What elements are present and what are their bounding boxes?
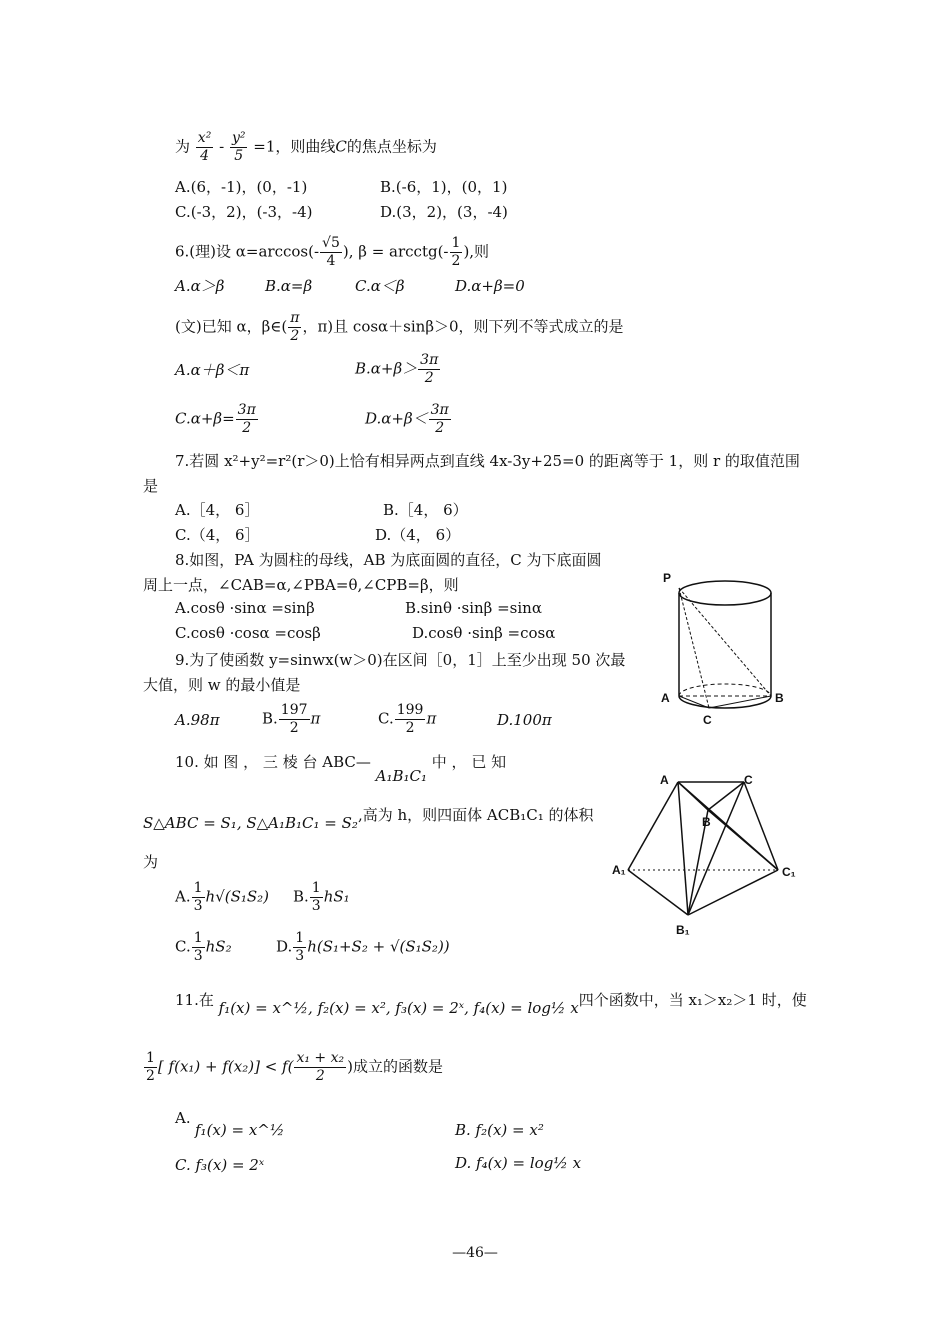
q11-condition <box>143 1050 443 1085</box>
q9-b-pre: B. <box>262 709 278 728</box>
q10-option-c <box>175 930 232 965</box>
q10-c-frac: $\frac{1}{3}$ <box>193 930 203 964</box>
q5-prefix: 为 <box>175 137 191 156</box>
q7-stem: 7.若圆 x²+y²=r²(r＞0)上恰有相异两点到直线 4x-3y+25=0 的距离等于 1，则 r 的取值范围 <box>175 452 800 470</box>
q11-pre: 11.在 <box>175 991 214 1009</box>
q7-option-b: B.［4， 6） <box>383 501 468 519</box>
q6-wen-stem <box>175 310 624 345</box>
q11-post: 四个函数中，当 x₁＞x₂＞1 时，使 <box>578 991 807 1009</box>
q6-frac-3pi2-d: $\frac{3\pi}{2}$ <box>430 402 449 436</box>
q6-option-b: B.α=β <box>265 277 313 295</box>
q5-option-d: D.(3，2)，(3，-4) <box>380 203 508 221</box>
q10-d-frac: $\frac{1}{3}$ <box>295 930 305 964</box>
label-a: A <box>661 691 670 705</box>
q7-option-d: D.（4， 6） <box>375 526 461 544</box>
edge-a1b1 <box>628 870 688 915</box>
q10-stem <box>175 752 507 785</box>
label-a: A <box>660 773 669 787</box>
q6-wen-b-pre: B.α+β＞ <box>355 359 418 378</box>
q11-frac-mean: $\frac{\text{x₁ + x₂}}{2}$ <box>296 1050 345 1084</box>
q10-option-b <box>293 880 350 915</box>
label-b: B <box>775 691 784 705</box>
diag-bc1 <box>708 810 778 870</box>
q10-b-post: hS₁ <box>323 887 350 906</box>
q10-b-frac: $\frac{1}{3}$ <box>311 880 321 914</box>
q10-s-line <box>143 805 594 832</box>
q8-stem-cont: 周上一点，∠CAB=α,∠PBA=θ,∠CPB=β，则 <box>143 576 459 594</box>
q7-option-c: C.（4， 6］ <box>175 526 260 544</box>
q5-stem <box>175 130 437 165</box>
q9-frac-199: $\frac{199}{2}$ <box>396 702 424 736</box>
cylinder-top-ellipse <box>679 581 771 605</box>
page-number: —46— <box>452 1245 498 1261</box>
edge-cc1 <box>744 782 778 870</box>
label-c: C <box>703 713 712 727</box>
q9-pi-c: π <box>426 709 437 728</box>
q9-option-a: A.98π <box>175 711 220 729</box>
q8-option-b: B.sinθ ·sinβ =sinα <box>405 599 542 617</box>
q6-stem-a: 6.(理)设 α=arccos(- <box>175 242 320 261</box>
q7-stem-cont: 是 <box>143 477 159 495</box>
q6-option-a: A.α＞β <box>175 277 225 295</box>
q10-s-tail: ,高为 h，则四面体 ACB₁C₁ 的体积 <box>357 806 594 824</box>
diag-ab1 <box>678 782 688 915</box>
q10-a-frac: $\frac{1}{3}$ <box>193 880 203 914</box>
q10-b-pre: B. <box>293 887 309 906</box>
q6-wen-option-d <box>365 402 452 437</box>
q5-frac-y: $\frac{\text{y²}}{5}$ <box>231 130 246 164</box>
edge-aa1 <box>628 782 678 870</box>
q8-stem: 8.如图，PA 为圆柱的母线，AB 为底面圆的直径，C 为下底面圆 <box>175 551 602 569</box>
q9-stem: 9.为了使函数 y=sinwx(w＞0)在区间［0，1］上至少出现 50 次最 <box>175 651 626 669</box>
edge-b1c1 <box>688 870 778 915</box>
q10-stem-b: 中 ， 已 知 <box>431 753 507 771</box>
q11-option-a: f₁(x) = x^½ <box>195 1121 285 1139</box>
q5-eq: =1 <box>253 137 276 156</box>
diag-cb1 <box>688 782 744 915</box>
q10-option-d <box>276 930 450 965</box>
q5-option-a: A.(6，-1)，(0，-1) <box>175 178 308 196</box>
q5-minus: - <box>219 137 225 156</box>
q10-c-post: hS₂ <box>205 937 232 956</box>
q11-half: $\frac{1}{2}$ <box>146 1050 155 1084</box>
q11-stem <box>175 990 807 1017</box>
q6-wen-b: ，π)且 cosα＋sinβ＞0，则下列不等式成立的是 <box>302 317 624 336</box>
segment-cb <box>709 696 771 708</box>
q10-s-defs: S△ABC = S₁, S△A₁B₁C₁ = S₂ <box>143 814 358 832</box>
q7-option-a: A.［4， 6］ <box>175 501 260 519</box>
q11-option-b: B. f₂(x) = x² <box>455 1121 544 1139</box>
q6-wen-option-b <box>355 352 441 387</box>
q11-option-d: D. f₄(x) = log½ x <box>455 1154 582 1172</box>
label-b1: B₁ <box>676 923 690 937</box>
frustum-figure <box>610 770 805 940</box>
segment-pc <box>679 588 709 708</box>
q10-a-post: h√(S₁S₂) <box>205 887 270 906</box>
q10-a-pre: A. <box>175 887 191 906</box>
q11-option-a-label: A. <box>175 1109 191 1127</box>
q5-option-c: C.(-3，2)，(-3，-4) <box>175 203 313 221</box>
q5-tail: ，则曲线 <box>275 137 336 156</box>
q6-frac-sqrt5: $\frac{√5}{4}$ <box>322 235 340 269</box>
q6-option-c: C.α＜β <box>355 277 405 295</box>
q9-option-c <box>378 702 436 737</box>
q10-stem-a: 10. 如 图 ， 三 棱 台 ABC— <box>175 753 371 771</box>
q9-c-pre: C. <box>378 709 394 728</box>
cylinder-figure <box>655 568 795 728</box>
q8-option-c: C.cosθ ·cosα =cosβ <box>175 624 321 642</box>
q9-pi-b: π <box>310 709 321 728</box>
q6-mid: ), β = arcctg(- <box>342 242 449 261</box>
cylinder-bottom-back <box>679 684 771 696</box>
q11-cond: [ f(x₁) + f(x₂)] < f( <box>157 1057 294 1076</box>
label-c1: C₁ <box>782 865 796 879</box>
label-p: P <box>663 571 672 585</box>
q10-a1b1c1: A₁B₁C₁ <box>375 767 427 785</box>
q6-frac-half: $\frac{1}{2}$ <box>451 235 461 269</box>
q6-wen-option-a: A.α＋β＜π <box>175 361 250 379</box>
q9-stem-cont: 大值，则 w 的最小值是 <box>143 676 301 694</box>
q6-wen-option-c <box>175 402 259 437</box>
q6-option-d: D.α+β=0 <box>455 277 525 295</box>
q9-frac-197: $\frac{197}{2}$ <box>280 702 308 736</box>
label-a1: A₁ <box>612 863 626 877</box>
q6-wen-c-pre: C.α+β= <box>175 409 235 428</box>
q6-frac-3pi2-c: $\frac{3\pi}{2}$ <box>237 402 256 436</box>
q5-tail2: 的焦点坐标为 <box>346 137 437 156</box>
q10-c-pre: C. <box>175 937 191 956</box>
q10-option-a <box>175 880 269 915</box>
q10-d-pre: D. <box>276 937 293 956</box>
q9-option-d: D.100π <box>497 711 552 729</box>
q11-cond-end: )成立的函数是 <box>347 1057 443 1076</box>
q5-frac-x: $\frac{\text{x²}}{4}$ <box>197 130 212 164</box>
q11-funcs: f₁(x) = x^½, f₂(x) = x², f₃(x) = 2ˣ, f₄(x) = log½ x <box>218 999 579 1017</box>
q5-option-b: B.(-6，1)，(0，1) <box>380 178 508 196</box>
q6-wen-a: (文)已知 α，β∈( <box>175 317 288 336</box>
q6-frac-pi2: $\frac{\pi}{2}$ <box>290 310 300 344</box>
q5-curve: C <box>335 137 347 156</box>
label-b: B <box>702 815 711 829</box>
label-c: C <box>744 773 753 787</box>
q11-option-c: C. f₃(x) = 2ˣ <box>175 1156 265 1174</box>
q6-stem <box>175 235 489 270</box>
q6-end: ),则 <box>463 242 490 261</box>
q6-frac-3pi2-b: $\frac{3\pi}{2}$ <box>420 352 439 386</box>
q10-wei: 为 <box>143 853 159 871</box>
q9-option-b <box>262 702 320 737</box>
q8-option-d: D.cosθ ·sinβ =cosα <box>412 624 556 642</box>
q6-wen-d-pre: D.α+β＜ <box>365 409 428 428</box>
q8-option-a: A.cosθ ·sinα =sinβ <box>175 599 315 617</box>
q10-d-post: h(S₁+S₂ + √(S₁S₂)) <box>307 937 450 956</box>
